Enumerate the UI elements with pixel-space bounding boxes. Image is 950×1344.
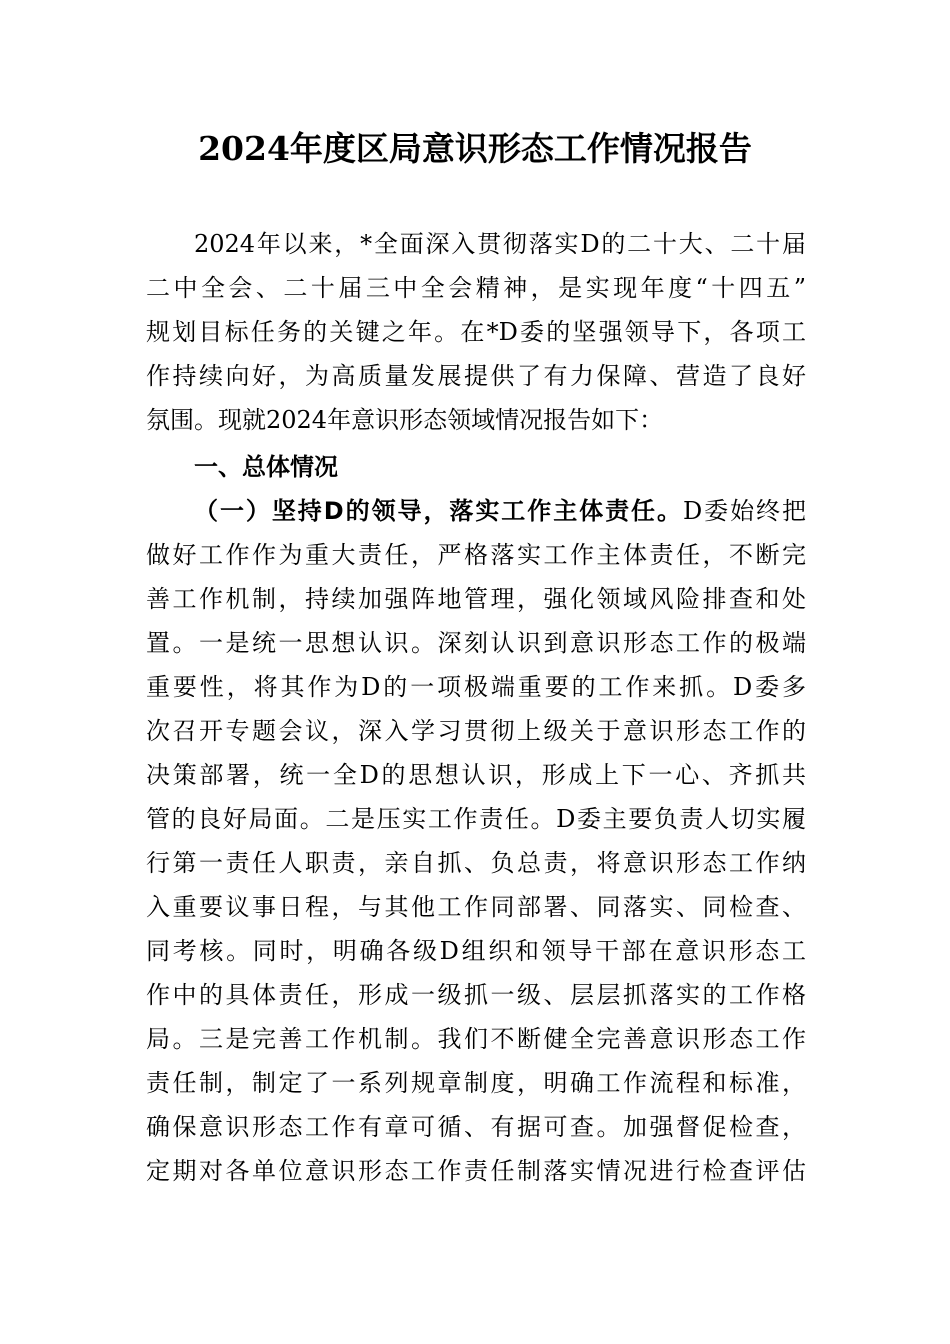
body-line: 重要性，将其作为D的一项极端重要的工作来抓。D委多 <box>146 673 806 701</box>
body-line: 作中的具体责任，形成一级抓一级、层层抓落实的工作格 <box>146 981 806 1009</box>
body-line: 入重要议事日程，与其他工作同部署、同落实、同检查、 <box>146 893 806 921</box>
subsection-heading: （一）坚持D的领导，落实工作主体责任。 <box>194 497 683 525</box>
body-line: 责任制，制定了一系列规章制度，明确工作流程和标准， <box>146 1069 806 1097</box>
body-line: 管的良好局面。二是压实工作责任。D委主要负责人切实履 <box>146 805 806 833</box>
intro-line-4: 作持续向好，为高质量发展提供了有力保障、营造了良好 <box>146 362 806 390</box>
body-line: 决策部署，统一全D的思想认识，形成上下一心、齐抓共 <box>146 761 806 789</box>
body-line: 定期对各单位意识形态工作责任制落实情况进行检查评估 <box>146 1157 806 1185</box>
body-line: 做好工作作为重大责任，严格落实工作主体责任，不断完 <box>146 541 806 569</box>
section-heading-overview: 一、总体情况 <box>194 453 338 481</box>
body-line: 局。三是完善工作机制。我们不断健全完善意识形态工作 <box>146 1025 806 1053</box>
intro-line-2: 二中全会、二十届三中全会精神，是实现年度“十四五” <box>146 274 806 302</box>
document-title: 2024年度区局意识形态工作情况报告 <box>198 129 752 168</box>
body-line: 同考核。同时，明确各级D组织和领导干部在意识形态工 <box>146 937 806 965</box>
body-line: 置。一是统一思想认识。深刻认识到意识形态工作的极端 <box>146 629 806 657</box>
intro-line-5: 氛围。现就2024年意识形态领域情况报告如下： <box>146 406 664 434</box>
body-line: 善工作机制，持续加强阵地管理，强化领域风险排查和处 <box>146 585 806 613</box>
body-line: 行第一责任人职责，亲自抓、负总责，将意识形态工作纳 <box>146 849 806 877</box>
subsection-first-line-rest: D委始终把 <box>682 497 806 525</box>
body-line: 次召开专题会议，深入学习贯彻上级关于意识形态工作的 <box>146 717 806 745</box>
subsection-first-line <box>194 489 806 533</box>
body-line: 确保意识形态工作有章可循、有据可查。加强督促检查， <box>146 1113 806 1141</box>
intro-line-3: 规划目标任务的关键之年。在*D委的坚强领导下，各项工 <box>146 318 806 346</box>
intro-line-1: 2024年以来，*全面深入贯彻落实D的二十大、二十届 <box>194 230 806 258</box>
